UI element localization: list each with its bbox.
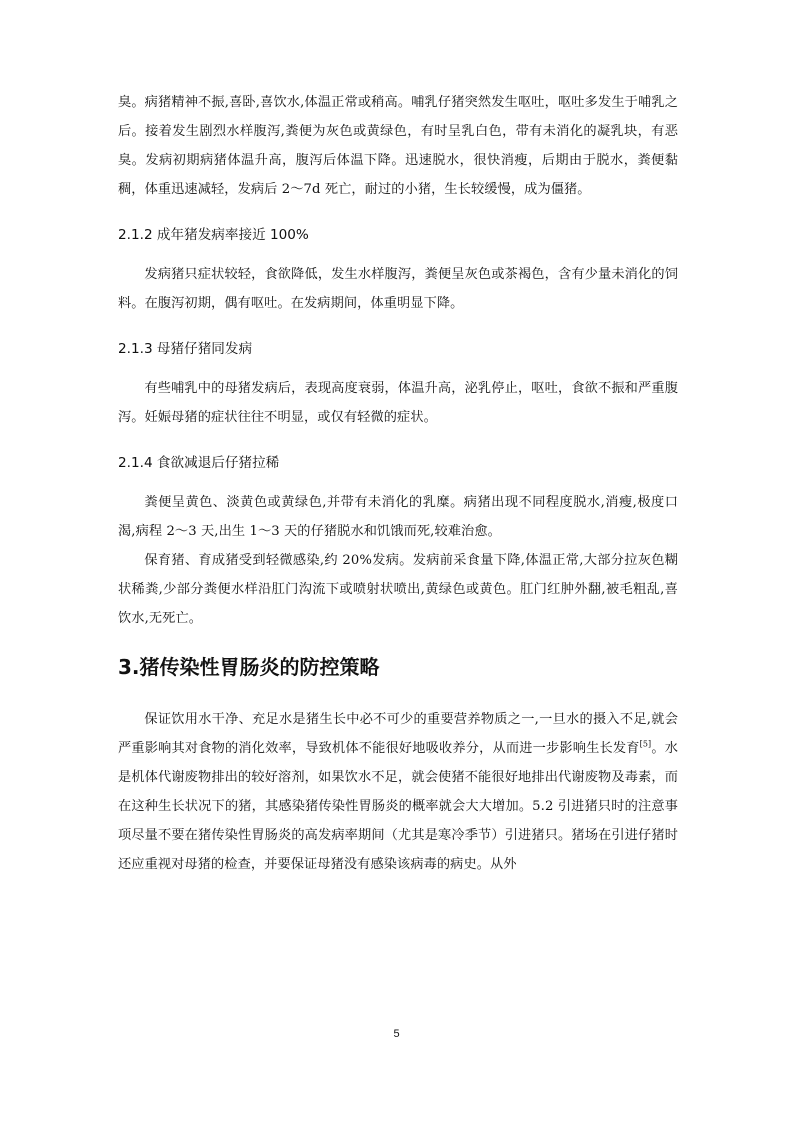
paragraph-3 [118, 705, 678, 879]
paragraph-3-text-2: 。水是机体代谢废物排出的较好溶剂，如果饮水不足，就会使猪不能很好地排出代谢废物及毒素，而在这种生长状况下的猪，其感染猪传染性胃肠炎的概率就会大大增加。5.2 引进猪只时的注意事项尽量不要在猪传染性胃肠炎的高发病率期间（尤其是寒冷季节）引进猪只。猪场在引进仔猪时还应重视对母猪的检查，并要保证母猪没有感染该病毒的病史。从外 [118, 741, 678, 872]
paragraph-2-1-2: 发病猪只症状较轻，食欲降低，发生水样腹泻，粪便呈灰色或茶褐色，含有少量未消化的饲料。在腹泻初期，偶有呕吐。在发病期间，体重明显下降。 [118, 267, 678, 311]
paragraph-2-1-4-b: 保育猪、育成猪受到轻微感染,约 20%发病。发病前采食量下降,体温正常,大部分拉灰色糊状稀粪,少部分粪便水样沿肛门沟流下或喷射状喷出,黄绿色或黄色。肛门红肿外翻,被毛粗乱,喜饮水,无死亡。 [118, 553, 678, 626]
paragraph-intro: 臭。病猪精神不振,喜卧,喜饮水,体温正常或稍高。哺乳仔猪突然发生呕吐，呕吐多发生于哺乳之后。接着发生剧烈水样腹泻,粪便为灰色或黄绿色，有时呈乳白色，带有未消化的凝乳块，有恶臭。发病初期病猪体温升高，腹泻后体温下降。迅速脱水，很快消瘦，后期由于脱水，粪便黏稠，体重迅速减轻，发病后 2～7d 死亡，耐过的小猪，生长较缓慢，成为僵猪。 [118, 95, 678, 197]
section-heading-3: 3.猪传染性胃肠炎的防控策略 [118, 655, 380, 679]
subheading-2-1-4: 2.1.4 食欲减退后仔猪拉稀 [118, 455, 280, 471]
subheading-2-1-2: 2.1.2 成年猪发病率接近 100% [118, 227, 309, 243]
paragraph-3-text-1: 保证饮用水干净、充足水是猪生长中必不可少的重要营养物质之一,一旦水的摄入不足,就会严重影响其对食物的消化效率，导致机体不能很好地吸收养分，从而进一步影响生长发育 [118, 712, 678, 756]
page-number: 5 [393, 1028, 400, 1040]
page-content [118, 88, 678, 879]
subheading-2-1-3: 2.1.3 母猪仔猪同发病 [118, 341, 253, 357]
paragraph-2-1-3: 有些哺乳中的母猪发病后，表现高度衰弱，体温升高，泌乳停止，呕吐，食欲不振和严重腹泻。妊娠母猪的症状往往不明显，或仅有轻微的症状。 [118, 381, 678, 425]
paragraph-2-1-4-a: 粪便呈黄色、淡黄色或黄绿色,并带有未消化的乳糜。病猪出现不同程度脱水,消瘦,极度口渴,病程 2～3 天,出生 1～3 天的仔猪脱水和饥饿而死,较难治愈。 [118, 495, 679, 539]
citation-ref: [5] [639, 739, 652, 749]
